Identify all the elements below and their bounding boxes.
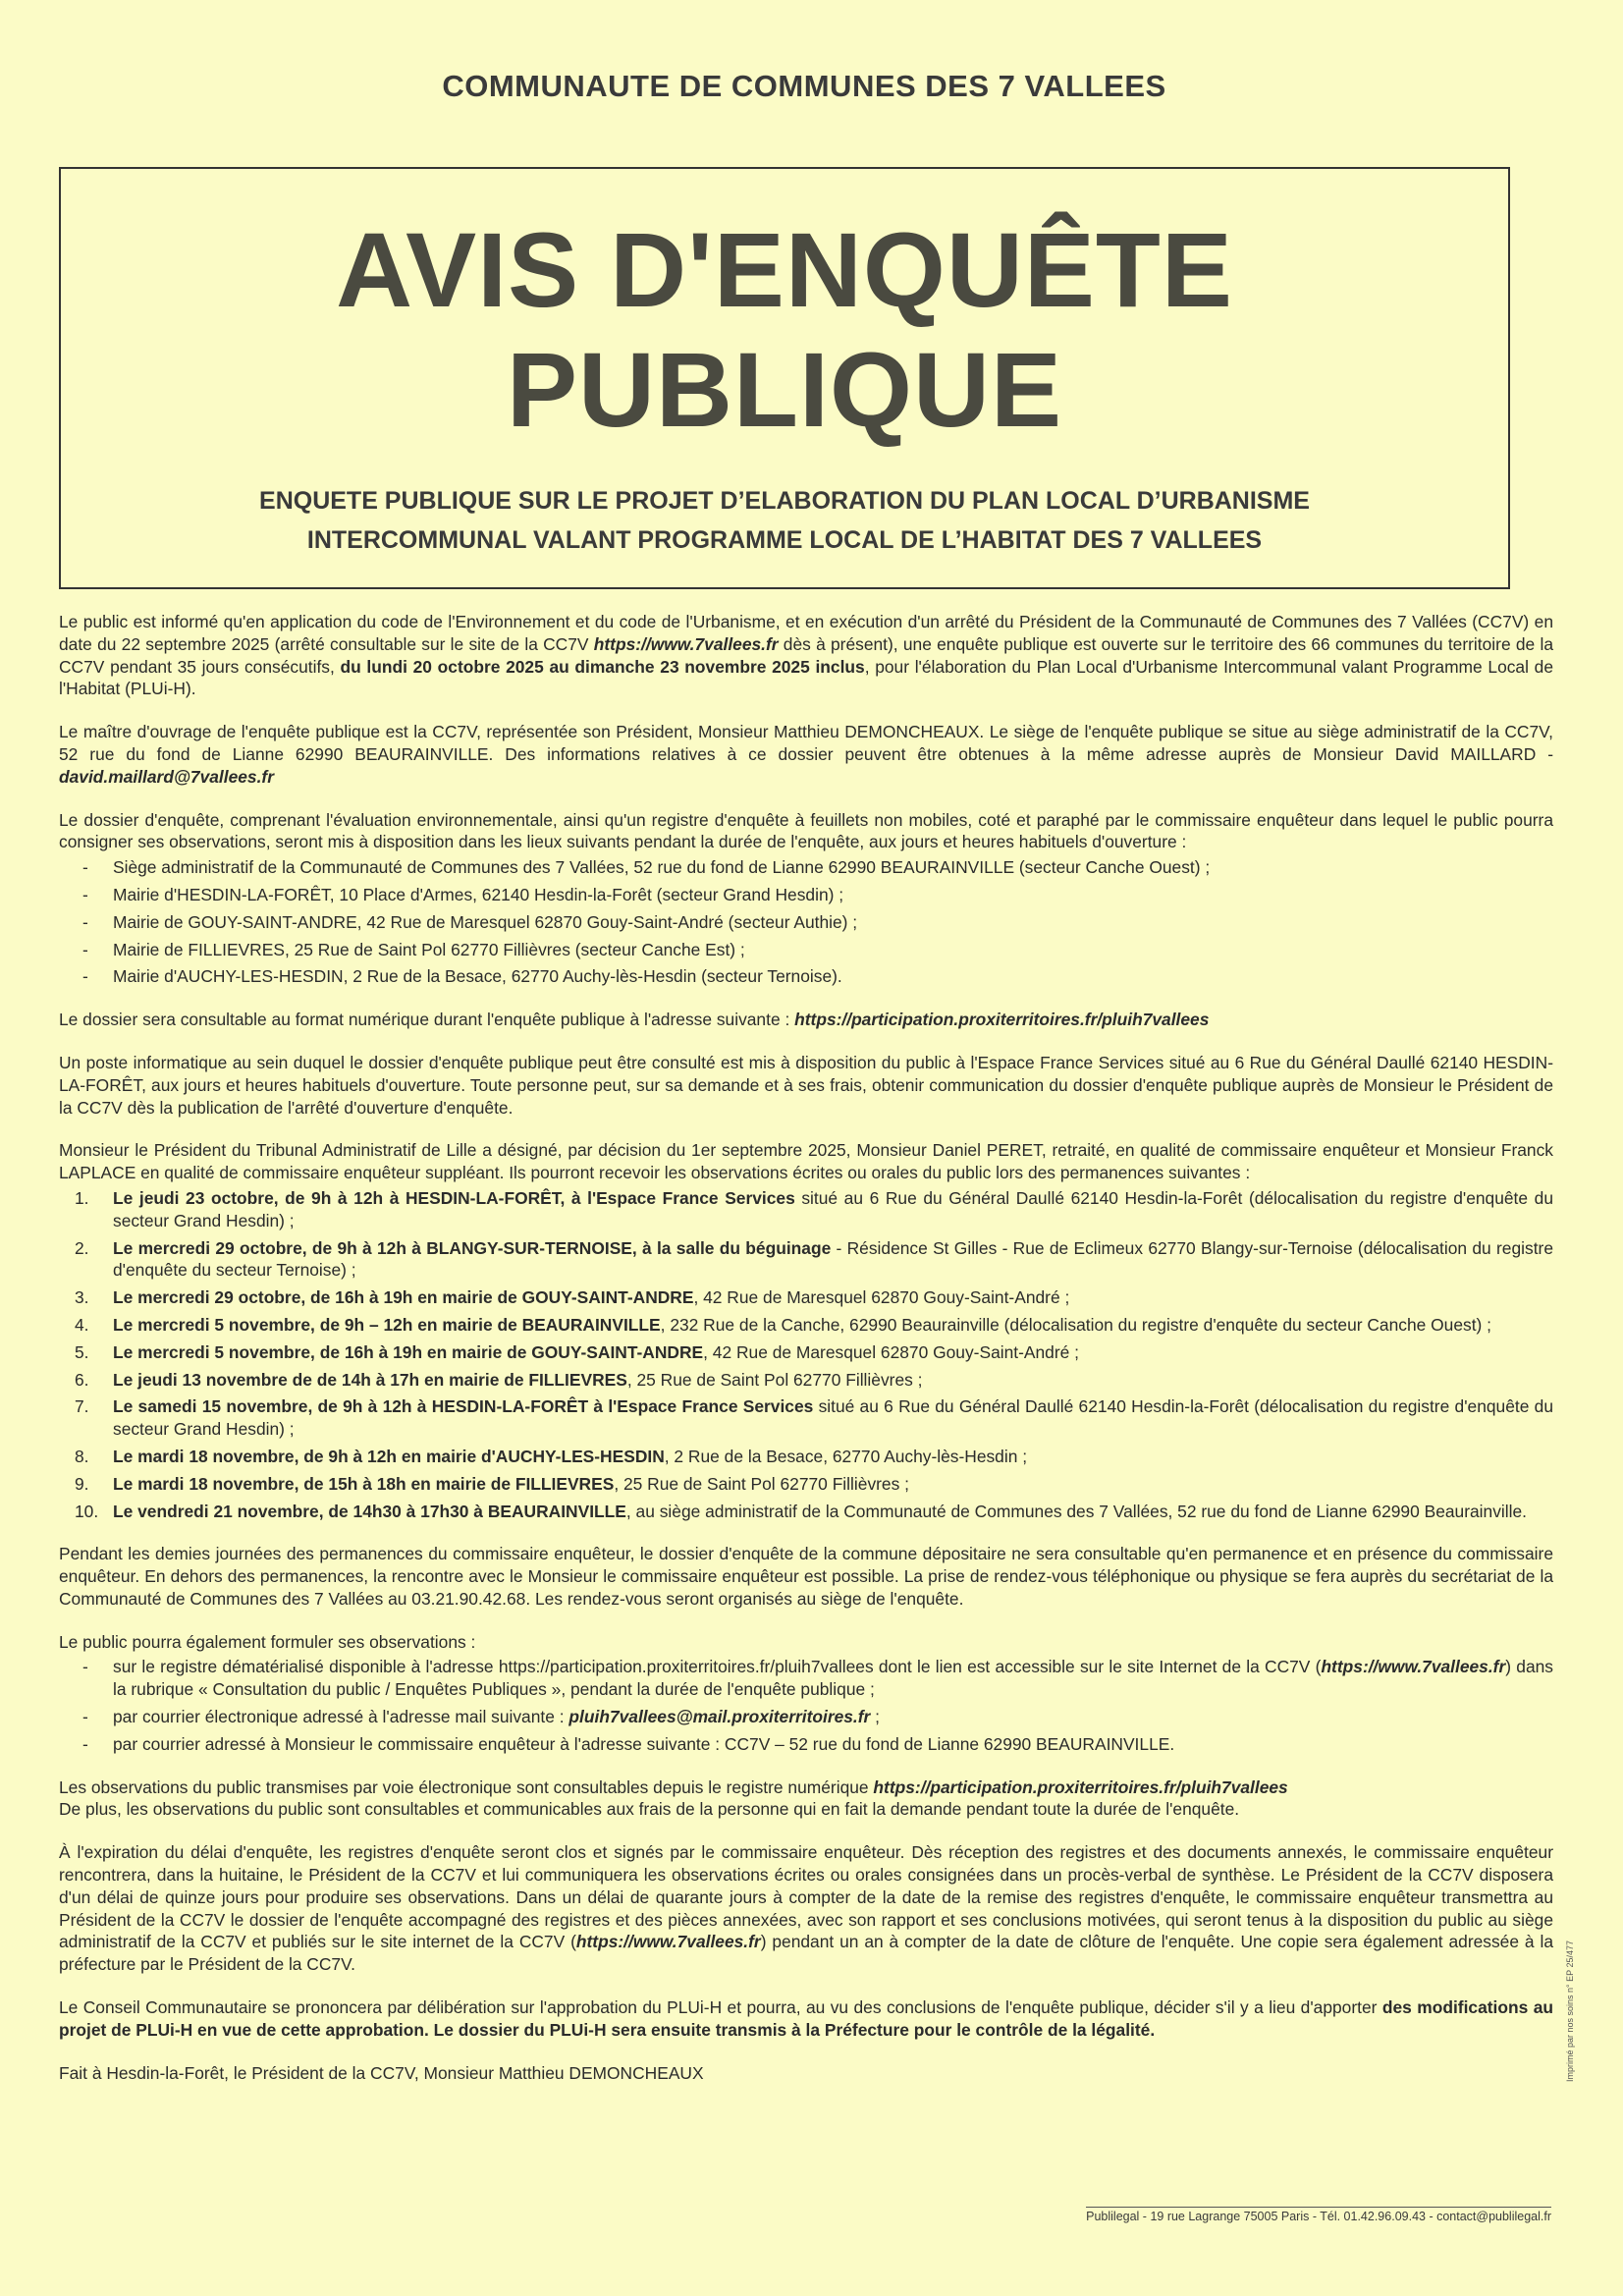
list-item — [59, 1501, 1553, 1523]
print-reference: Imprimé par nos soins n° EP 25/477 — [1565, 1940, 1575, 2082]
item-number: 10. — [75, 1501, 99, 1521]
permanence-when-where: Le vendredi 21 novembre, de 14h30 à 17h30 à BEAURAINVILLE — [113, 1501, 626, 1521]
item-number: 4. — [75, 1314, 89, 1335]
permanence-when-where: Le mardi 18 novembre, de 15h à 18h en mairie de FILLIEVRES — [113, 1473, 615, 1494]
location-text: Mairie d'HESDIN-LA-FORÊT, 10 Place d'Armes, 62140 Hesdin-la-Forêt (secteur Grand Hesdin) ; — [113, 884, 844, 904]
obs-text: par courrier adressé à Monsieur le commissaire enquêteur à l'adresse suivante : CC7V – 52 rue du fond de Lianne 62990 BEAURAINVILLE. — [113, 1733, 1175, 1754]
permanence-details: situé au 6 Rue du Général Daullé 62140 Hesdin-la-Forêt (délocalisation du registre d'enquête du secteur Grand Hesdin) ; — [113, 1396, 1553, 1440]
cc7v-website-link[interactable]: https://www.7vallees.fr — [1321, 1657, 1506, 1677]
permanence-details: - Résidence St Gilles - Rue de Eclimeux 62770 Blangy-sur-Ternoise (délocalisation du registre d'enquête du secteur Ternoise) ; — [113, 1237, 1554, 1281]
obs-text: par courrier électronique adressé à l'adresse mail suivante : — [113, 1707, 569, 1727]
participation-link[interactable]: https://participation.proxiterritoires.fr/pluih7vallees — [794, 1010, 1210, 1030]
permanence-details: situé au 6 Rue du Général Daullé 62140 Hesdin-la-Forêt (délocalisation du registre d'enquête du secteur Grand Hesdin) ; — [113, 1187, 1553, 1230]
permanence-details: , 42 Rue de Maresquel 62870 Gouy-Saint-André ; — [703, 1341, 1079, 1362]
location-text: Siège administratif de la Communauté de Communes des 7 Vallées, 52 rue du fond de Lianne 62990 BEAURAINVILLE (secteur Canche Ouest) ; — [113, 857, 1211, 878]
paragraph-intro — [59, 611, 1553, 700]
location-text: Mairie d'AUCHY-LES-HESDIN, 2 Rue de la Besace, 62770 Auchy-lès-Hesdin (secteur Ternoise). — [113, 966, 842, 987]
footer-text: Publilegal - 19 rue Lagrange 75005 Paris - Tél. 01.42.96.09.43 - contact@publilegal.fr — [1086, 2207, 1551, 2223]
item-number: 8. — [75, 1446, 89, 1466]
council-text-bold: des modifications au projet de PLUi-H en vue de cette approbation. Le dossier du PLUi-H sera ensuite transmis à la Préfecture pour le contrôle de la légalité. — [59, 1997, 1553, 2040]
location-text: Mairie de GOUY-SAINT-ANDRE, 42 Rue de Maresquel 62870 Gouy-Saint-André (secteur Authie) ; — [113, 911, 858, 932]
list-item — [59, 1395, 1553, 1441]
electronic-text-2: De plus, les observations du public sont consultables et communicables aux frais de la personne qui en fait la demande pendant toute la durée de l'enquête. — [59, 1799, 1240, 1820]
list-item — [59, 911, 1553, 934]
observations-list — [59, 1656, 1553, 1755]
cc7v-website-link[interactable]: https://www.7vallees.fr — [575, 1932, 761, 1952]
item-number: 2. — [75, 1237, 89, 1258]
permanence-details: , 25 Rue de Saint Pol 62770 Fillièvres ; — [626, 1369, 923, 1390]
list-item — [59, 1187, 1553, 1232]
paragraph-digital — [59, 1009, 1553, 1031]
obs-text: ) dans la rubrique « Consultation du public / Enquêtes Publiques », pendant la durée de l'enquête publique ; — [113, 1657, 1553, 1700]
locations-list — [59, 856, 1553, 988]
paragraph-dossier: Le dossier d'enquête, comprenant l'évaluation environnementale, ainsi qu'un registre d'enquête à feuillets non mobiles, coté et paraphé par le commissaire enquêteur dans lequel le public pourra consigner ses observations, seront mis à disposition dans les lieux suivants pendant la durée de l'enquête, aux jours et heures habituels d'ouverture : — [59, 809, 1553, 852]
intro-text: Le public est informé qu'en application du code de l'Environnement et du code de l'Urbanisme, et en exécution d'un arrêté du Président de la Communauté de Communes des 7 Vallées (CC7V) en date du 22 septembre 2025 (arrêté consultable sur le site de la CC7V — [59, 612, 1553, 654]
obs-text: ; — [870, 1707, 880, 1727]
list-item — [59, 939, 1553, 961]
permanence-when-where: Le samedi 15 novembre, de 9h à 12h à HESDIN-LA-FORÊT à l'Espace France Services — [113, 1396, 814, 1417]
notice-body — [59, 611, 1553, 2105]
notice-subtitle — [61, 481, 1508, 560]
organisation-heading: COMMUNAUTE DE COMMUNES DES 7 VALLEES — [442, 69, 1166, 103]
dash-bullet: - — [82, 939, 88, 959]
intro-text-2: dès à présent), une enquête publique est ouverte sur le territoire des 66 communes du territoire de la CC7V pendant 35 jours consécutifs, — [59, 633, 1553, 677]
paragraph-expiration — [59, 1841, 1553, 1976]
enquiry-dates: du lundi 20 octobre 2025 au dimanche 23 novembre 2025 inclus — [340, 656, 865, 677]
contact-email-link[interactable]: david.maillard@7vallees.fr — [59, 766, 274, 787]
permanence-when-where: Le jeudi 23 octobre, de 9h à 12h à HESDIN-LA-FORÊT, à l'Espace France Services — [113, 1187, 795, 1208]
expiration-text: À l'expiration du délai d'enquête, les registres d'enquête seront clos et signés par le commissaire enquêteur. Dès réception des registres et des documents annexés, le commissaire enquêteur rencontrera, dans la huitaine, le Président de la CC7V et lui communiquera les observations écrites ou orales consignées dans un procès-verbal de synthèse. Le Président de la CC7V disposera d'un délai de quinze jours pour produire ses observations. Dans un délai de quarante jours à compter de la date de la remise des registres d'enquête, le commissaire enquêteur transmettra au Président de la CC7V le dossier de l'enquête accompagné des registres et des pièces annexées, avec son rapport et ses conclusions motivées, qui seront tenus à la disposition du public au siège administratif de la CC7V et publiés sur le site internet de la CC7V ( — [59, 1842, 1553, 1952]
expiration-text-2: ) pendant un an à compter de la date de clôture de l'enquête. Une copie sera également adressée à la préfecture par le Président de la CC7V. — [59, 1932, 1553, 1975]
electronic-text: Les observations du public transmises par voie électronique sont consultables depuis le registre numérique — [59, 1777, 874, 1797]
subtitle-line-1: ENQUETE PUBLIQUE SUR LE PROJET D’ELABORATION DU PLAN LOCAL D’URBANISME — [259, 487, 1310, 515]
list-item — [59, 1706, 1553, 1728]
notice-title — [61, 210, 1508, 450]
list-item — [59, 1237, 1553, 1283]
title-line-2: PUBLIQUE — [506, 330, 1063, 449]
dash-bullet: - — [82, 1733, 88, 1754]
permanence-when-where: Le mercredi 5 novembre, de 9h – 12h en mairie de BEAURAINVILLE — [113, 1314, 661, 1335]
paragraph-council — [59, 1996, 1553, 2042]
digital-text: Le dossier sera consultable au format numérique durant l'enquête publique à l'adresse suivante : — [59, 1010, 795, 1030]
paragraph-computer-post: Un poste informatique au sein duquel le dossier d'enquête publique peut être consulté est mis à disposition du public à l'Espace France Services situé au 6 Rue du Général Daullé 62140 HESDIN-LA-FORÊT, aux jours et heures habituels d'ouverture. Toute personne peut, sur sa demande et à ses frais, obtenir communication du dossier d'enquête publique auprès de Monsieur le Président de la CC7V dès la publication de l'arrêté d'ouverture d'enquête. — [59, 1052, 1553, 1118]
item-number: 6. — [75, 1369, 89, 1390]
location-text: Mairie de FILLIEVRES, 25 Rue de Saint Pol 62770 Fillièvres (secteur Canche Est) ; — [113, 939, 745, 959]
dash-bullet: - — [82, 1657, 88, 1677]
list-item — [59, 1341, 1553, 1364]
cc7v-website-link[interactable]: https://www.7vallees.fr — [593, 633, 779, 654]
paragraph-maitre-ouvrage — [59, 721, 1553, 788]
list-item — [59, 1369, 1553, 1392]
list-item — [59, 1446, 1553, 1468]
publisher-footer — [57, 2210, 1551, 2223]
dash-bullet: - — [82, 911, 88, 932]
intro-text-3: , pour l'élaboration du Plan Local d'Urbanisme Intercommunal valant Programme Local de l'Habitat (PLUi-H). — [59, 656, 1553, 699]
permanence-when-where: Le mercredi 5 novembre, de 16h à 19h en mairie de GOUY-SAINT-ANDRE — [113, 1341, 704, 1362]
dash-bullet: - — [82, 884, 88, 904]
permanence-when-where: Le mardi 18 novembre, de 9h à 12h en mairie d'AUCHY-LES-HESDIN — [113, 1446, 665, 1466]
participation-link[interactable]: https://participation.proxiterritoires.fr/pluih7vallees — [873, 1777, 1288, 1797]
permanence-details: , au siège administratif de la Communauté de Communes des 7 Vallées, 52 rue du fond de Lianne 62990 Beaurainville. — [625, 1501, 1527, 1521]
list-item — [59, 965, 1553, 988]
observations-email-link[interactable]: pluih7vallees@mail.proxiterritoires.fr — [568, 1707, 871, 1727]
list-item — [59, 884, 1553, 906]
permanence-when-where: Le jeudi 13 novembre de de 14h à 17h en mairie de FILLIEVRES — [113, 1369, 627, 1390]
paragraph-appointments: Pendant les demies journées des permanences du commissaire enquêteur, le dossier d'enquête de la commune dépositaire ne sera consultable qu'en permanence et en présence du commissaire enquêteur. En dehors des permanences, la rencontre avec le Monsieur le commissaire enquêteur est possible. La prise de rendez-vous téléphonique ou physique se fera auprès du secrétariat de la Communauté de Communes des 7 Vallées au 03.21.90.42.68. Les rendez-vous seront organisés au siège de l'enquête. — [59, 1544, 1553, 1609]
permanence-details: , 2 Rue de la Besace, 62770 Auchy-lès-Hesdin ; — [664, 1446, 1028, 1466]
item-number: 9. — [75, 1473, 89, 1494]
signature-line: Fait à Hesdin-la-Forêt, le Président de la CC7V, Monsieur Matthieu DEMONCHEAUX — [59, 2062, 704, 2083]
paragraph-observations-intro: Le public pourra également formuler ses observations : — [59, 1631, 476, 1652]
list-item — [59, 1286, 1553, 1309]
list-item — [59, 1656, 1553, 1701]
permanence-details: , 232 Rue de la Canche, 62990 Beaurainville (délocalisation du registre d'enquête du secteur Canche Ouest) ; — [660, 1314, 1491, 1335]
list-item — [59, 1473, 1553, 1496]
subtitle-line-2: INTERCOMMUNAL VALANT PROGRAMME LOCAL DE L’HABITAT DES 7 VALLEES — [306, 526, 1263, 554]
permanence-details: , 25 Rue de Saint Pol 62770 Fillièvres ; — [614, 1473, 909, 1494]
paragraph-commissioner: Monsieur le Président du Tribunal Administratif de Lille a désigné, par décision du 1er septembre 2025, Monsieur Daniel PERET, retraité, en qualité de commissaire enquêteur et Monsieur Franck LAPLACE en qualité de commissaire enquêteur suppléant. Ils pourront recevoir les observations écrites ou orales du public lors des permanences suivantes : — [59, 1140, 1553, 1183]
obs-text: sur le registre dématérialisé disponible à l'adresse https://participation.proxiterritoires.fr/pluih7vallees dont le lien est accessible sur le site Internet de la CC7V ( — [113, 1657, 1322, 1677]
paragraph-electronic-observations — [59, 1777, 1553, 1822]
council-text: Le Conseil Communautaire se prononcera par délibération sur l'approbation du PLUi-H et pourra, au vu des conclusions de l'enquête publique, décider s'il y a lieu d'apporter — [59, 1997, 1382, 2018]
permanence-when-where: Le mercredi 29 octobre, de 9h à 12h à BLANGY-SUR-TERNOISE, à la salle du béguinage — [113, 1237, 832, 1258]
dash-bullet: - — [82, 857, 88, 878]
title-line-1: AVIS D'ENQUÊTE — [336, 210, 1233, 329]
item-number: 1. — [75, 1187, 89, 1208]
permanence-when-where: Le mercredi 29 octobre, de 16h à 19h en mairie de GOUY-SAINT-ANDRE — [113, 1287, 694, 1308]
item-number: 3. — [75, 1287, 89, 1308]
list-item — [59, 856, 1553, 879]
item-number: 7. — [75, 1396, 89, 1417]
dash-bullet: - — [82, 966, 88, 987]
maitre-ouvrage-text: Le maître d'ouvrage de l'enquête publique est la CC7V, représentée son Président, Monsieur Matthieu DEMONCHEAUX. Le siège de l'enquête publique se situe au siège administratif de la CC7V, 52 rue du fond de Lianne 62990 BEAURAINVILLE. Des informations relatives à ce dossier peuvent être obtenues à la même adresse auprès de Monsieur David MAILLARD - — [59, 722, 1553, 764]
list-item — [59, 1733, 1553, 1756]
dash-bullet: - — [82, 1707, 88, 1727]
title-box — [59, 167, 1510, 589]
permanence-details: , 42 Rue de Maresquel 62870 Gouy-Saint-André ; — [693, 1287, 1070, 1308]
permanences-list — [59, 1187, 1553, 1522]
list-item — [59, 1314, 1553, 1337]
item-number: 5. — [75, 1341, 89, 1362]
